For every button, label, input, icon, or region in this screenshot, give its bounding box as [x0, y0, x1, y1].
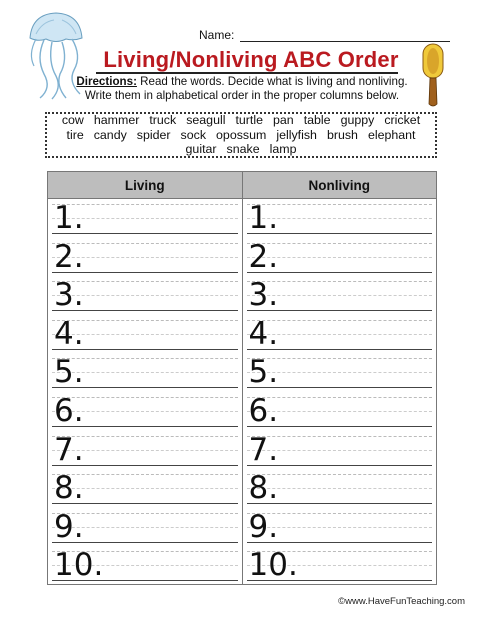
row-number: 1.	[248, 200, 279, 236]
directions-label: Directions:	[76, 75, 137, 88]
word-bank-item: cricket	[384, 113, 421, 128]
answer-row[interactable]	[48, 508, 242, 547]
row-number: 6.	[248, 392, 279, 429]
answer-row[interactable]	[243, 469, 437, 508]
word-bank-item: table	[303, 113, 331, 128]
directions	[62, 75, 422, 103]
word-bank-item: sock	[180, 127, 207, 142]
answer-row[interactable]	[48, 546, 242, 585]
word-bank-item: candy	[93, 127, 127, 142]
row-number: 2.	[248, 238, 279, 275]
answer-row[interactable]	[48, 431, 242, 470]
answer-row[interactable]	[48, 315, 242, 354]
row-number: 4.	[248, 315, 279, 352]
row-number: 5.	[248, 354, 279, 391]
word-bank-item: jellyfish	[276, 127, 317, 142]
nonliving-column	[242, 172, 437, 584]
word-bank-item: spider	[136, 127, 171, 142]
nonliving-rows	[243, 199, 437, 585]
row-number: 1.	[54, 200, 84, 236]
answer-row[interactable]	[243, 238, 437, 277]
row-number: 10.	[248, 547, 298, 584]
row-number: 9.	[248, 508, 279, 545]
word-bank-item: turtle	[235, 113, 264, 128]
answer-row[interactable]	[243, 199, 437, 238]
worksheet-title: Living/Nonliving ABC Order	[103, 47, 399, 72]
directions-text: Read the words. Decide what is living and nonliving. Write them in alphabetical order in the proper columns below.	[84, 75, 408, 102]
name-field[interactable]	[199, 28, 450, 42]
answer-row[interactable]	[48, 353, 242, 392]
answer-row[interactable]	[48, 469, 242, 508]
answer-row[interactable]	[243, 392, 437, 431]
word-bank-item: pan	[273, 113, 294, 128]
row-number: 9.	[54, 508, 84, 545]
answer-row[interactable]	[48, 238, 242, 277]
answer-row[interactable]	[48, 392, 242, 431]
nonliving-column-header: Nonliving	[243, 172, 437, 199]
answer-row[interactable]	[243, 546, 437, 585]
row-number: 4.	[54, 315, 84, 352]
word-bank-item: cow	[61, 113, 84, 128]
word-bank-item: seagull	[186, 113, 226, 128]
word-bank-item: brush	[326, 127, 358, 142]
answer-row[interactable]	[243, 508, 437, 547]
word-bank-item: guitar	[185, 142, 217, 157]
living-rows	[48, 199, 242, 585]
row-number: 6.	[54, 392, 84, 429]
answer-row[interactable]	[48, 276, 242, 315]
word-bank-item: truck	[149, 113, 177, 128]
row-number: 5.	[54, 354, 84, 391]
row-number: 8.	[54, 470, 84, 507]
title-underline	[96, 72, 398, 74]
row-number: 3.	[54, 277, 84, 314]
word-bank-item: snake	[226, 142, 260, 157]
word-bank-item: lamp	[269, 142, 297, 157]
row-number: 10.	[54, 547, 104, 584]
word-bank-item: guppy	[340, 113, 375, 128]
answer-row[interactable]	[243, 276, 437, 315]
word-bank-item: elephant	[367, 127, 416, 142]
row-number: 7.	[54, 431, 84, 468]
brush-illustration	[420, 42, 446, 108]
answer-row[interactable]	[243, 431, 437, 470]
copyright-footer: ©www.HaveFunTeaching.com	[338, 596, 465, 607]
answer-row[interactable]	[48, 199, 242, 238]
answer-table	[47, 171, 437, 585]
row-number: 3.	[248, 277, 279, 314]
row-number: 8.	[248, 470, 279, 507]
word-bank-item: tire	[66, 127, 84, 142]
row-number: 7.	[248, 431, 279, 468]
name-line[interactable]	[240, 29, 450, 42]
word-bank-item: hammer	[93, 113, 140, 128]
row-number: 2.	[54, 238, 84, 275]
living-column-header: Living	[48, 172, 242, 199]
answer-row[interactable]	[243, 315, 437, 354]
word-bank	[45, 112, 437, 158]
living-column	[48, 172, 242, 584]
answer-row[interactable]	[243, 353, 437, 392]
word-bank-item: opossum	[216, 127, 267, 142]
name-label: Name:	[199, 28, 235, 42]
